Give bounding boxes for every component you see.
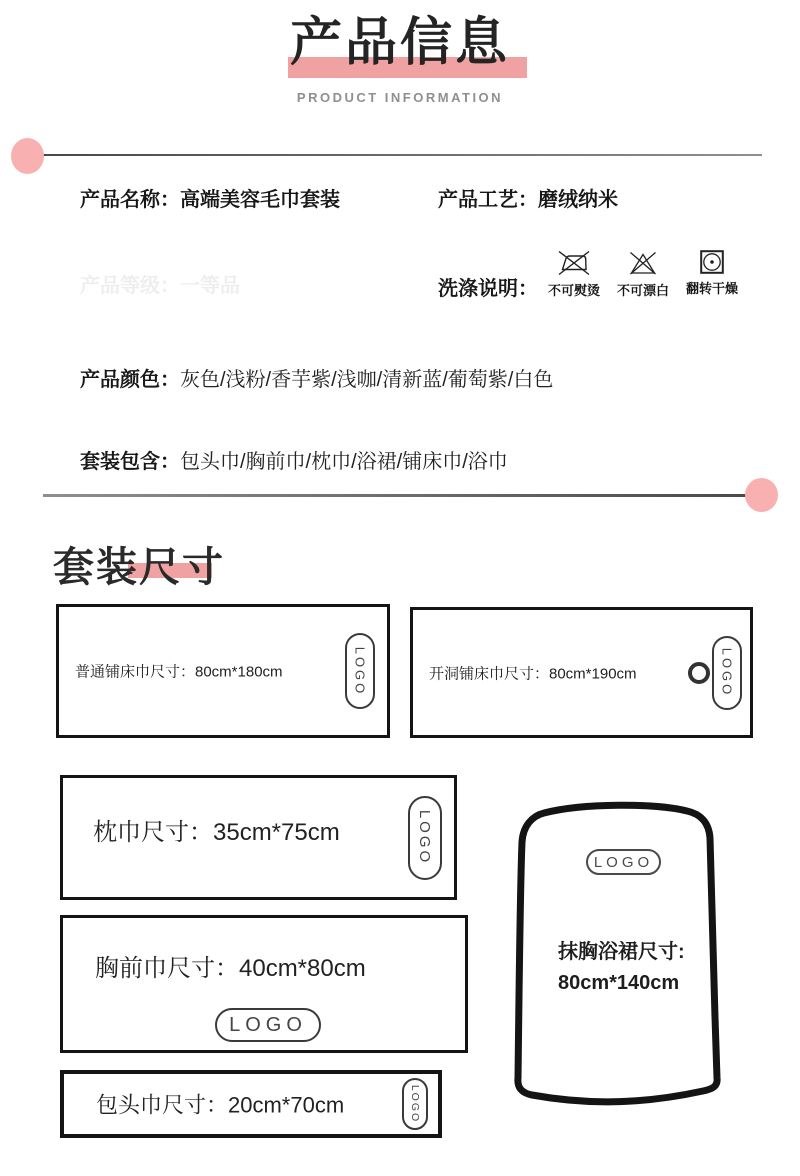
wash-item-tumble-dry	[682, 250, 742, 299]
product-color-value: 灰色/浅粉/香芋紫/浅咖/清新蓝/葡萄紫/白色	[180, 369, 554, 391]
logo-text: LOGO	[229, 1013, 307, 1036]
logo-pill-vertical	[712, 636, 742, 710]
logo-pill-horizontal	[586, 849, 661, 875]
logo-text: LOGO	[416, 809, 434, 866]
chest-towel-size-box	[60, 915, 468, 1053]
bath-skirt-size-label	[558, 937, 685, 999]
head-wrap-size-label: 包头巾尺寸：20cm*70cm	[96, 1092, 345, 1118]
hole-sheet-size-label: 开洞铺床巾尺寸：80cm*190cm	[429, 665, 637, 682]
bath-skirt-size-line2: 80cm*140cm	[558, 972, 680, 994]
no-bleach-caption: 不可漂白	[616, 283, 669, 298]
product-grade-row: 产品等级：一等品	[80, 275, 240, 297]
product-name-label: 产品名称：	[80, 189, 180, 211]
top-divider-line	[32, 154, 762, 156]
product-craft-row	[438, 183, 618, 212]
set-includes-row	[80, 445, 508, 474]
no-bleach-icon	[628, 250, 658, 276]
bath-skirt-size-line1: 抹胸浴裙尺寸:	[558, 941, 685, 963]
product-color-label: 产品颜色：	[80, 369, 180, 391]
head-wrap-size-box	[60, 1070, 442, 1138]
product-craft-label: 产品工艺：	[438, 189, 538, 211]
flat-sheet-size-label: 普通铺床巾尺寸：80cm*180cm	[75, 663, 283, 681]
no-iron-caption: 不可熨烫	[547, 283, 600, 298]
wash-item-no-iron	[544, 250, 604, 299]
logo-pill-vertical	[408, 796, 442, 880]
product-craft-value: 磨绒纳米	[538, 189, 618, 211]
logo-pill-horizontal	[215, 1008, 321, 1042]
pillow-towel-size-box	[60, 775, 457, 900]
logo-text: LOGO	[719, 647, 735, 698]
logo-pill-vertical	[345, 633, 375, 709]
flat-sheet-size-box	[56, 604, 390, 738]
set-includes-label: 套装包含：	[80, 451, 180, 473]
product-name-value: 高端美容毛巾套装	[180, 189, 340, 211]
product-color-row	[80, 363, 553, 392]
logo-text: LOGO	[352, 646, 368, 696]
sizes-heading: 套装尺寸	[53, 544, 225, 590]
wash-instructions-label: 洗涤说明：	[438, 278, 538, 300]
wash-item-no-bleach	[613, 250, 673, 299]
face-hole-circle	[688, 662, 710, 684]
product-name-row	[80, 183, 340, 212]
top-divider-dot	[11, 138, 44, 174]
chest-towel-size-label: 胸前巾尺寸：40cm*80cm	[95, 955, 366, 982]
no-iron-icon	[558, 250, 590, 276]
logo-text: LOGO	[593, 853, 654, 871]
hole-sheet-size-box	[410, 607, 753, 738]
section-divider-line	[43, 494, 749, 497]
logo-pill-vertical	[402, 1078, 428, 1130]
section-divider-dot	[745, 478, 778, 512]
pillow-towel-size-label: 枕巾尺寸：35cm*75cm	[93, 819, 340, 846]
logo-text: LOGO	[409, 1084, 421, 1124]
page-subtitle: PRODUCT INFORMATION	[296, 90, 504, 105]
wash-icons-group	[544, 250, 742, 299]
page-title: 产品信息	[289, 14, 510, 72]
set-includes-value: 包头巾/胸前巾/枕巾/浴裙/铺床巾/浴巾	[180, 451, 508, 473]
tumble-dry-icon	[700, 250, 724, 274]
tumble-dry-caption: 翻转干燥	[685, 281, 738, 296]
